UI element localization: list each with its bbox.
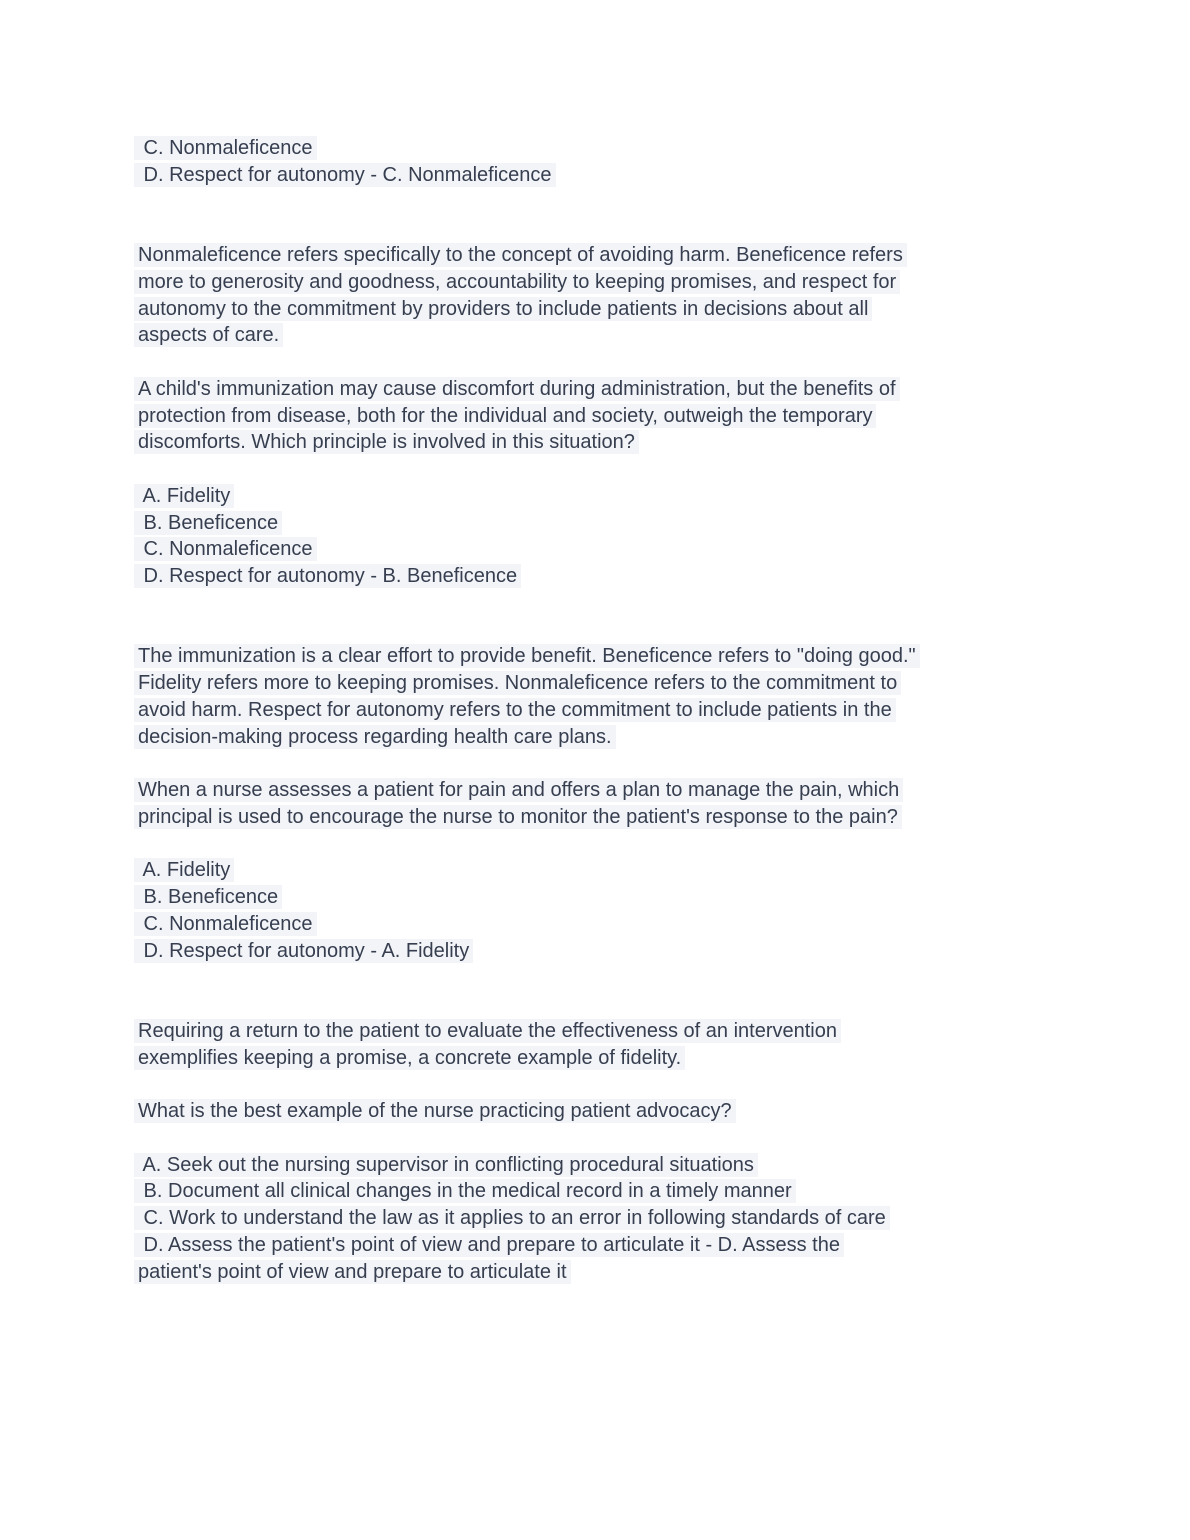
highlighted-text: B. Beneficence <box>134 511 282 535</box>
text-line <box>134 1045 1135 1072</box>
text-line <box>134 1018 1135 1045</box>
text-line <box>134 403 1135 430</box>
highlighted-text: principal is used to encourage the nurse to monitor the patient's response to the pain? <box>134 805 902 829</box>
highlighted-text: A. Fidelity <box>134 484 234 508</box>
answer-options-block <box>134 1152 1135 1286</box>
text-line <box>134 135 1135 162</box>
highlighted-text: C. Work to understand the law as it applies to an error in following standards of care <box>134 1206 890 1230</box>
highlighted-text: protection from disease, both for the individual and society, outweigh the temporary <box>134 404 876 428</box>
text-line <box>134 1205 1135 1232</box>
highlighted-text: Requiring a return to the patient to evaluate the effectiveness of an intervention <box>134 1019 841 1043</box>
text-line <box>134 857 1135 884</box>
text-line <box>134 884 1135 911</box>
highlighted-text: B. Beneficence <box>134 885 282 909</box>
text-line <box>134 429 1135 456</box>
text-line <box>134 724 1135 751</box>
text-line <box>134 269 1135 296</box>
highlighted-text: When a nurse assesses a patient for pain and offers a plan to manage the pain, which <box>134 778 903 802</box>
highlighted-text: Fidelity refers more to keeping promises. Nonmaleficence refers to the commitment to <box>134 671 901 695</box>
highlighted-text: Nonmaleficence refers specifically to the concept of avoiding harm. Beneficence refers <box>134 243 907 267</box>
paragraph-block <box>134 242 1135 349</box>
text-line <box>134 1178 1135 1205</box>
paragraph-block <box>134 1098 1135 1125</box>
answer-options-block <box>134 857 1135 964</box>
text-line <box>134 536 1135 563</box>
text-line <box>134 1259 1135 1286</box>
paragraph-block <box>134 376 1135 456</box>
highlighted-text: What is the best example of the nurse practicing patient advocacy? <box>134 1099 736 1123</box>
highlighted-text: A. Seek out the nursing supervisor in conflicting procedural situations <box>134 1153 758 1177</box>
text-line <box>134 697 1135 724</box>
text-line <box>134 911 1135 938</box>
text-line <box>134 376 1135 403</box>
paragraph-block <box>134 777 1135 831</box>
text-line <box>134 510 1135 537</box>
text-line <box>134 242 1135 269</box>
highlighted-text: C. Nonmaleficence <box>134 912 317 936</box>
text-line <box>134 1232 1135 1259</box>
highlighted-text: A. Fidelity <box>134 858 234 882</box>
answer-options-block <box>134 483 1135 590</box>
highlighted-text: discomforts. Which principle is involved in this situation? <box>134 430 639 454</box>
text-line <box>134 777 1135 804</box>
highlighted-text: decision-making process regarding health care plans. <box>134 725 616 749</box>
text-line <box>134 804 1135 831</box>
highlighted-text: D. Respect for autonomy - B. Beneficence <box>134 564 521 588</box>
text-line <box>134 296 1135 323</box>
text-line <box>134 670 1135 697</box>
highlighted-text: D. Respect for autonomy - A. Fidelity <box>134 939 473 963</box>
text-line <box>134 483 1135 510</box>
text-line <box>134 563 1135 590</box>
paragraph-block <box>134 1018 1135 1072</box>
highlighted-text: more to generosity and goodness, accountability to keeping promises, and respect for <box>134 270 900 294</box>
text-line <box>134 162 1135 189</box>
highlighted-text: exemplifies keeping a promise, a concrete example of fidelity. <box>134 1046 685 1070</box>
highlighted-text: C. Nonmaleficence <box>134 537 317 561</box>
answer-options-block <box>134 135 1135 189</box>
text-line <box>134 643 1135 670</box>
highlighted-text: D. Respect for autonomy - C. Nonmaleficence <box>134 163 556 187</box>
text-line <box>134 1152 1135 1179</box>
text-line <box>134 322 1135 349</box>
text-line <box>134 1098 1135 1125</box>
text-line <box>134 938 1135 965</box>
highlighted-text: patient's point of view and prepare to articulate it <box>134 1260 571 1284</box>
highlighted-text: autonomy to the commitment by providers to include patients in decisions about all <box>134 297 872 321</box>
highlighted-text: B. Document all clinical changes in the medical record in a timely manner <box>134 1179 796 1203</box>
highlighted-text: The immunization is a clear effort to provide benefit. Beneficence refers to "doing good." <box>134 644 920 668</box>
paragraph-block <box>134 643 1135 750</box>
highlighted-text: aspects of care. <box>134 323 283 347</box>
highlighted-text: C. Nonmaleficence <box>134 136 317 160</box>
highlighted-text: D. Assess the patient's point of view and prepare to articulate it - D. Assess the <box>134 1233 844 1257</box>
highlighted-text: avoid harm. Respect for autonomy refers to the commitment to include patients in the <box>134 698 896 722</box>
highlighted-text: A child's immunization may cause discomfort during administration, but the benefits of <box>134 377 900 401</box>
